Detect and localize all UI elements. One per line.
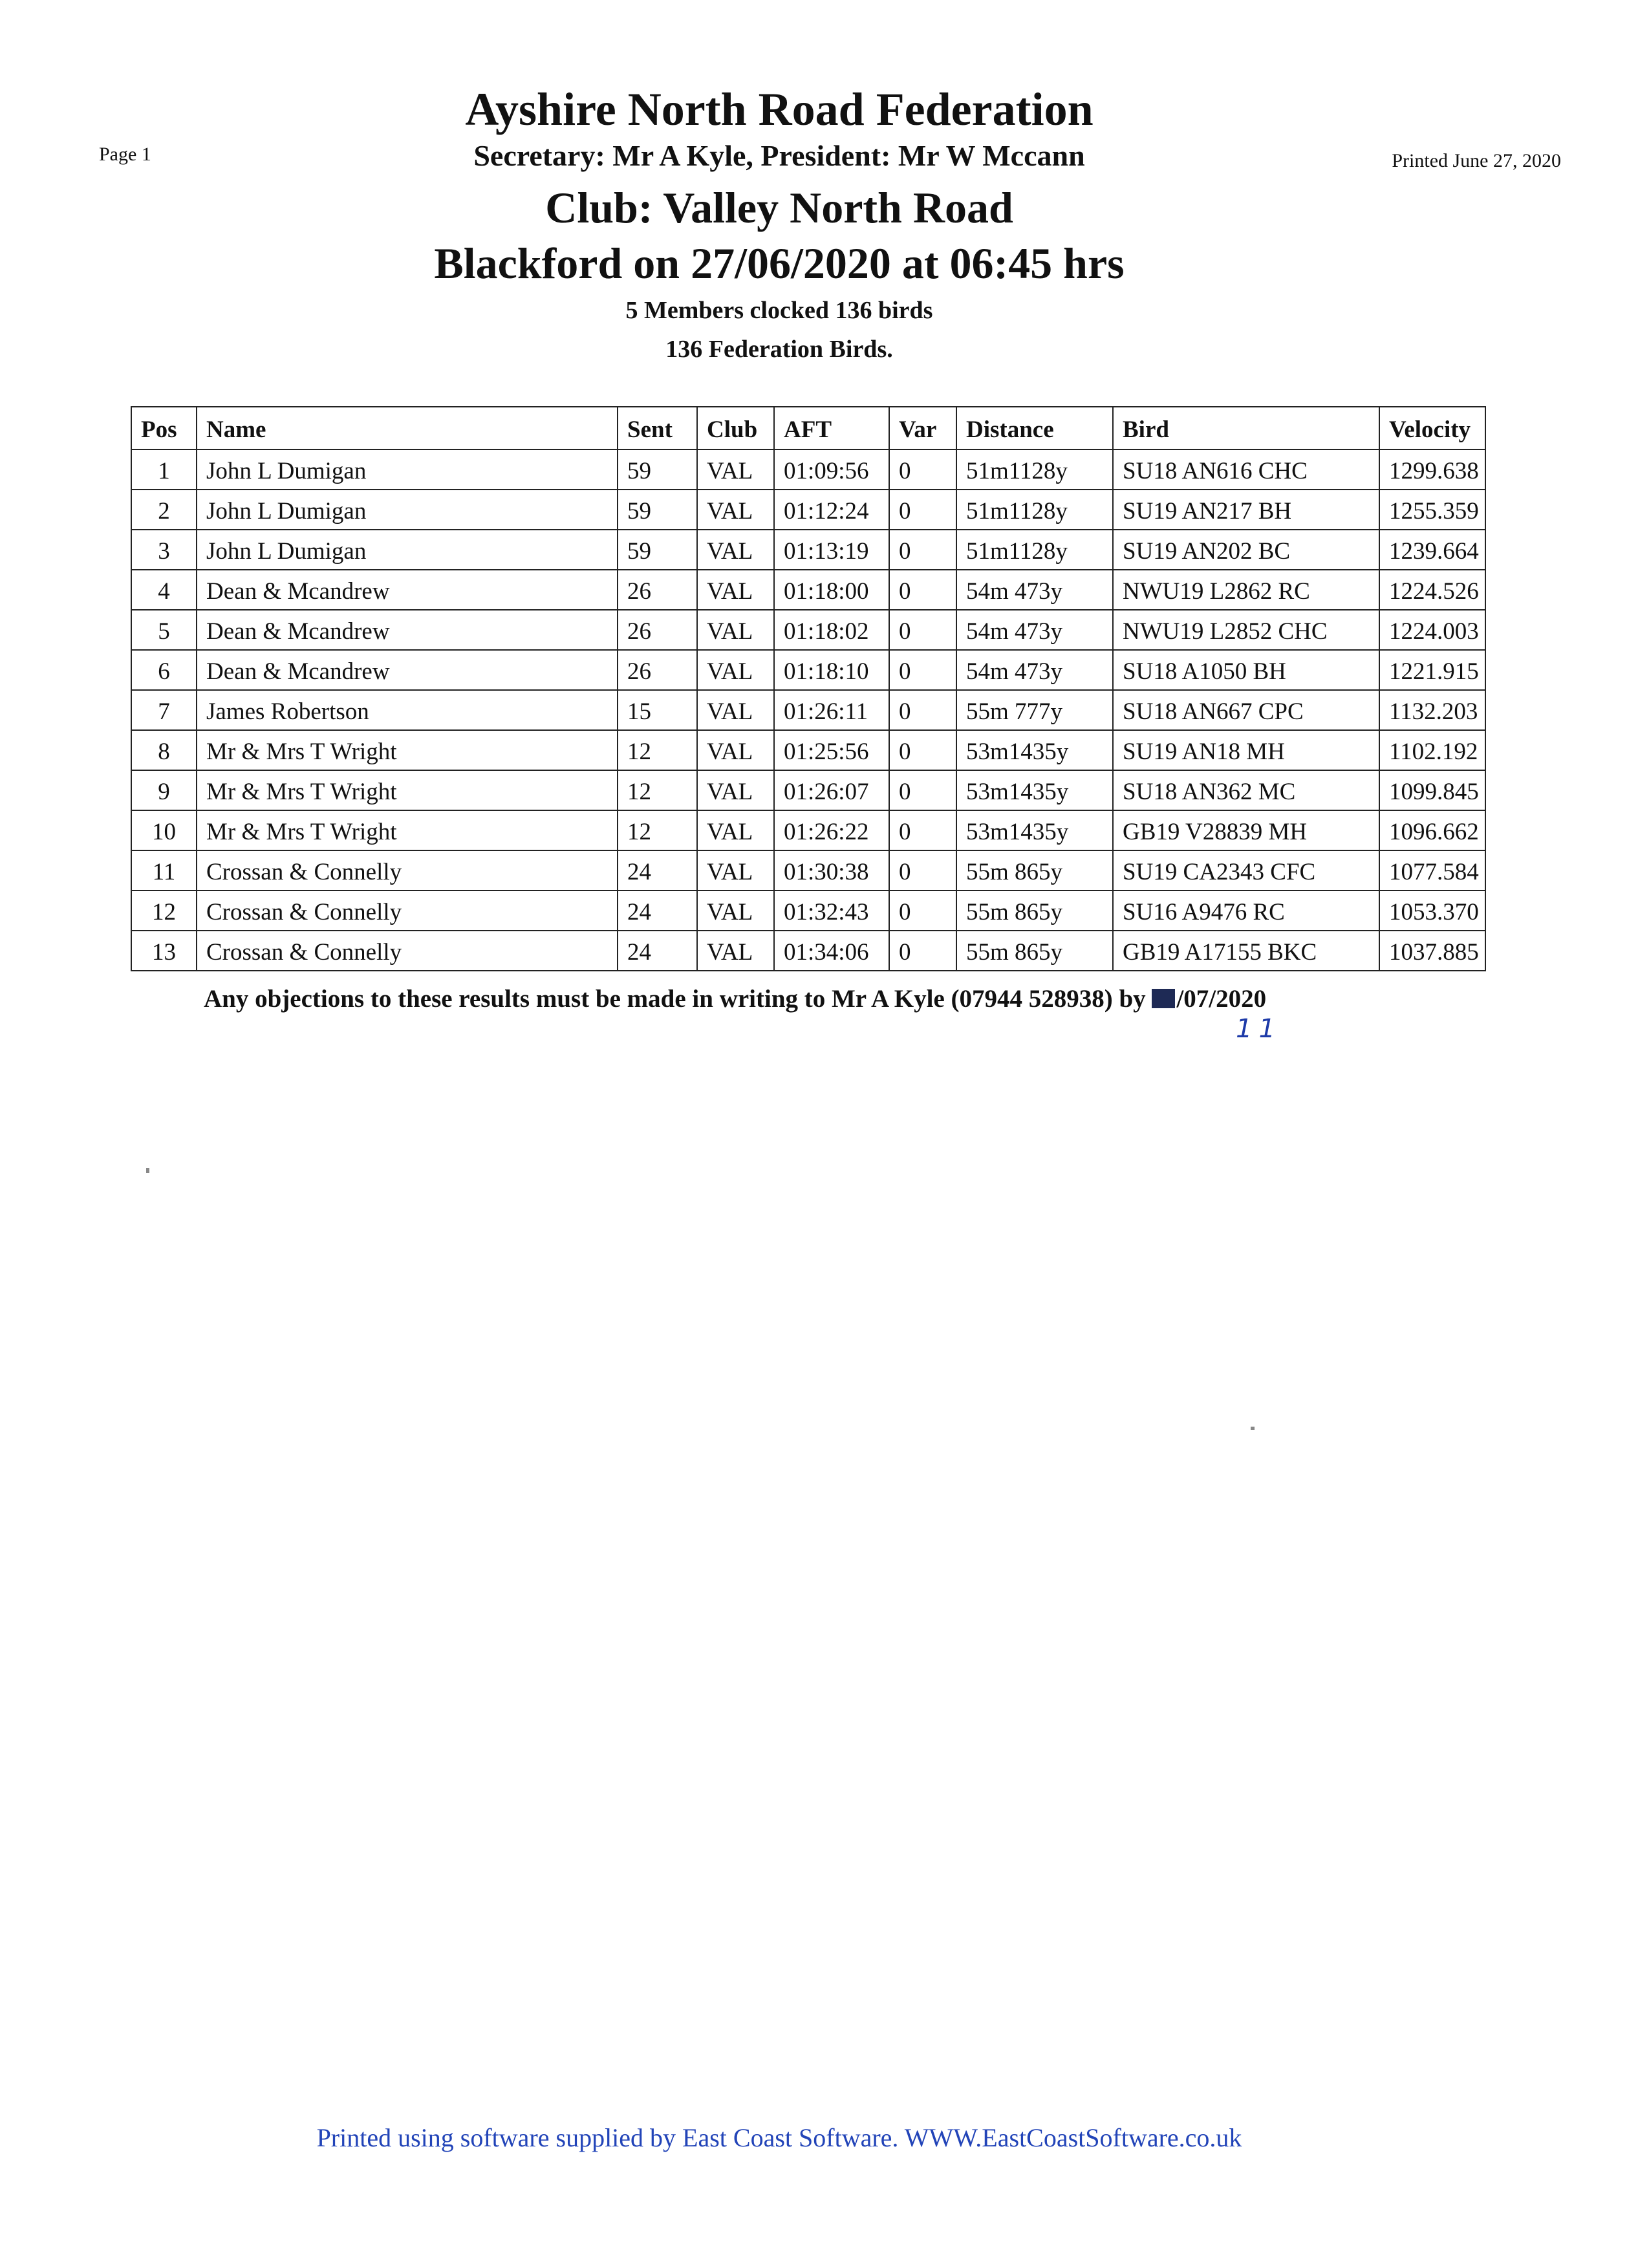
cell-club: VAL [697, 530, 774, 570]
cell-club: VAL [697, 490, 774, 530]
cell-velocity: 1239.664 [1379, 530, 1485, 570]
cell-name: John L Dumigan [197, 490, 618, 530]
cell-sent: 24 [618, 850, 697, 891]
cell-bird: SU18 AN362 MC [1113, 770, 1379, 810]
cell-pos: 2 [131, 490, 197, 530]
cell-sent: 59 [618, 490, 697, 530]
cell-pos: 13 [131, 931, 197, 971]
software-credit: Printed using software supplied by East Coast Software. WWW.EastCoastSoftware.co.uk [316, 2123, 1242, 2152]
cell-distance: 55m 865y [956, 891, 1113, 931]
cell-sent: 12 [618, 730, 697, 770]
cell-var: 0 [889, 490, 956, 530]
cell-aft: 01:30:38 [774, 850, 889, 891]
table-header-row [131, 407, 1485, 449]
cell-velocity: 1077.584 [1379, 850, 1485, 891]
cell-name: John L Dumigan [197, 530, 618, 570]
cell-velocity: 1224.526 [1379, 570, 1485, 610]
cell-aft: 01:32:43 [774, 891, 889, 931]
cell-bird: NWU19 L2862 RC [1113, 570, 1379, 610]
table-row [131, 931, 1485, 971]
cell-club: VAL [697, 770, 774, 810]
cell-bird: SU19 CA2343 CFC [1113, 850, 1379, 891]
table-row [131, 650, 1485, 690]
cell-club: VAL [697, 850, 774, 891]
cell-name: Mr & Mrs T Wright [197, 730, 618, 770]
federation-title: Ayshire North Road Federation [465, 83, 1094, 135]
cell-pos: 11 [131, 850, 197, 891]
table-row [131, 690, 1485, 730]
race-info: Blackford on 27/06/2020 at 06:45 hrs [434, 239, 1125, 288]
cell-aft: 01:26:22 [774, 810, 889, 850]
cell-name: Mr & Mrs T Wright [197, 770, 618, 810]
cell-sent: 26 [618, 610, 697, 650]
cell-distance: 55m 865y [956, 850, 1113, 891]
officials-line: Secretary: Mr A Kyle, President: Mr W Mccann [473, 139, 1085, 172]
column-header-var: Var [889, 407, 956, 449]
cell-name: Crossan & Connelly [197, 891, 618, 931]
table-row [131, 850, 1485, 891]
column-header-name: Name [197, 407, 618, 449]
column-header-pos: Pos [131, 407, 197, 449]
cell-pos: 7 [131, 690, 197, 730]
cell-club: VAL [697, 610, 774, 650]
cell-distance: 53m1435y [956, 730, 1113, 770]
cell-distance: 51m1128y [956, 490, 1113, 530]
printed-date: Printed June 27, 2020 [1392, 150, 1561, 171]
objection-date-suffix: /07/2020 [1176, 985, 1267, 1013]
cell-bird: SU19 AN202 BC [1113, 530, 1379, 570]
cell-velocity: 1255.359 [1379, 490, 1485, 530]
table-body [131, 449, 1485, 971]
scan-speck [146, 1168, 149, 1173]
cell-sent: 12 [618, 770, 697, 810]
cell-aft: 01:09:56 [774, 449, 889, 490]
cell-velocity: 1053.370 [1379, 891, 1485, 931]
cell-sent: 59 [618, 449, 697, 490]
cell-aft: 01:12:24 [774, 490, 889, 530]
cell-club: VAL [697, 690, 774, 730]
cell-distance: 53m1435y [956, 810, 1113, 850]
cell-distance: 54m 473y [956, 570, 1113, 610]
cell-club: VAL [697, 449, 774, 490]
table-row [131, 530, 1485, 570]
cell-club: VAL [697, 730, 774, 770]
cell-distance: 51m1128y [956, 530, 1113, 570]
cell-club: VAL [697, 650, 774, 690]
table-row [131, 730, 1485, 770]
page-number: Page 1 [99, 144, 151, 165]
objection-text: Any objections to these results must be made in writing to Mr A Kyle (07944 528938) by [204, 985, 1152, 1013]
cell-distance: 55m 865y [956, 931, 1113, 971]
cell-pos: 12 [131, 891, 197, 931]
cell-distance: 51m1128y [956, 449, 1113, 490]
cell-var: 0 [889, 770, 956, 810]
cell-bird: SU19 AN217 BH [1113, 490, 1379, 530]
table-row [131, 449, 1485, 490]
cell-var: 0 [889, 730, 956, 770]
column-header-bird: Bird [1113, 407, 1379, 449]
cell-name: John L Dumigan [197, 449, 618, 490]
cell-pos: 5 [131, 610, 197, 650]
cell-velocity: 1099.845 [1379, 770, 1485, 810]
cell-bird: SU18 A1050 BH [1113, 650, 1379, 690]
cell-pos: 4 [131, 570, 197, 610]
cell-bird: NWU19 L2852 CHC [1113, 610, 1379, 650]
column-header-velocity: Velocity [1379, 407, 1485, 449]
cell-sent: 26 [618, 650, 697, 690]
cell-name: Dean & Mcandrew [197, 570, 618, 610]
table-row [131, 891, 1485, 931]
cell-var: 0 [889, 850, 956, 891]
cell-distance: 54m 473y [956, 650, 1113, 690]
members-clocked: 5 Members clocked 136 birds [625, 297, 933, 324]
cell-name: Dean & Mcandrew [197, 650, 618, 690]
objection-notice [204, 984, 1266, 1013]
cell-velocity: 1037.885 [1379, 931, 1485, 971]
cell-name: Dean & Mcandrew [197, 610, 618, 650]
cell-velocity: 1224.003 [1379, 610, 1485, 650]
cell-aft: 01:25:56 [774, 730, 889, 770]
cell-velocity: 1096.662 [1379, 810, 1485, 850]
cell-var: 0 [889, 449, 956, 490]
table-row [131, 770, 1485, 810]
column-header-sent: Sent [618, 407, 697, 449]
cell-velocity: 1299.638 [1379, 449, 1485, 490]
cell-pos: 9 [131, 770, 197, 810]
cell-name: Mr & Mrs T Wright [197, 810, 618, 850]
cell-var: 0 [889, 690, 956, 730]
table-row [131, 610, 1485, 650]
cell-var: 0 [889, 530, 956, 570]
cell-sent: 24 [618, 931, 697, 971]
cell-pos: 6 [131, 650, 197, 690]
cell-distance: 54m 473y [956, 610, 1113, 650]
cell-bird: SU19 AN18 MH [1113, 730, 1379, 770]
cell-var: 0 [889, 810, 956, 850]
cell-var: 0 [889, 610, 956, 650]
handwritten-correction: 11 [1236, 1014, 1282, 1044]
column-header-aft: AFT [774, 407, 889, 449]
cell-bird: GB19 A17155 BKC [1113, 931, 1379, 971]
cell-velocity: 1221.915 [1379, 650, 1485, 690]
cell-var: 0 [889, 891, 956, 931]
cell-aft: 01:26:07 [774, 770, 889, 810]
cell-bird: SU18 AN667 CPC [1113, 690, 1379, 730]
cell-distance: 53m1435y [956, 770, 1113, 810]
cell-sent: 26 [618, 570, 697, 610]
cell-aft: 01:26:11 [774, 690, 889, 730]
cell-aft: 01:34:06 [774, 931, 889, 971]
cell-sent: 24 [618, 891, 697, 931]
cell-name: Crossan & Connelly [197, 850, 618, 891]
cell-distance: 55m 777y [956, 690, 1113, 730]
cell-pos: 8 [131, 730, 197, 770]
cell-club: VAL [697, 891, 774, 931]
cell-pos: 3 [131, 530, 197, 570]
column-header-club: Club [697, 407, 774, 449]
scan-speck [1251, 1427, 1255, 1430]
cell-name: James Robertson [197, 690, 618, 730]
cell-pos: 10 [131, 810, 197, 850]
cell-club: VAL [697, 931, 774, 971]
cell-var: 0 [889, 650, 956, 690]
cell-name: Crossan & Connelly [197, 931, 618, 971]
cell-velocity: 1102.192 [1379, 730, 1485, 770]
table-row [131, 490, 1485, 530]
cell-aft: 01:18:02 [774, 610, 889, 650]
cell-bird: SU18 AN616 CHC [1113, 449, 1379, 490]
cell-aft: 01:18:00 [774, 570, 889, 610]
federation-birds: 136 Federation Birds. [665, 336, 893, 363]
obscured-date-mark [1152, 989, 1175, 1008]
cell-var: 0 [889, 570, 956, 610]
table-row [131, 810, 1485, 850]
cell-club: VAL [697, 810, 774, 850]
cell-sent: 15 [618, 690, 697, 730]
cell-aft: 01:18:10 [774, 650, 889, 690]
cell-bird: SU16 A9476 RC [1113, 891, 1379, 931]
cell-pos: 1 [131, 449, 197, 490]
club-name: Club: Valley North Road [545, 183, 1013, 232]
cell-sent: 12 [618, 810, 697, 850]
cell-var: 0 [889, 931, 956, 971]
column-header-distance: Distance [956, 407, 1113, 449]
cell-bird: GB19 V28839 MH [1113, 810, 1379, 850]
cell-velocity: 1132.203 [1379, 690, 1485, 730]
cell-aft: 01:13:19 [774, 530, 889, 570]
table-row [131, 570, 1485, 610]
results-table [131, 406, 1486, 971]
cell-club: VAL [697, 570, 774, 610]
cell-sent: 59 [618, 530, 697, 570]
